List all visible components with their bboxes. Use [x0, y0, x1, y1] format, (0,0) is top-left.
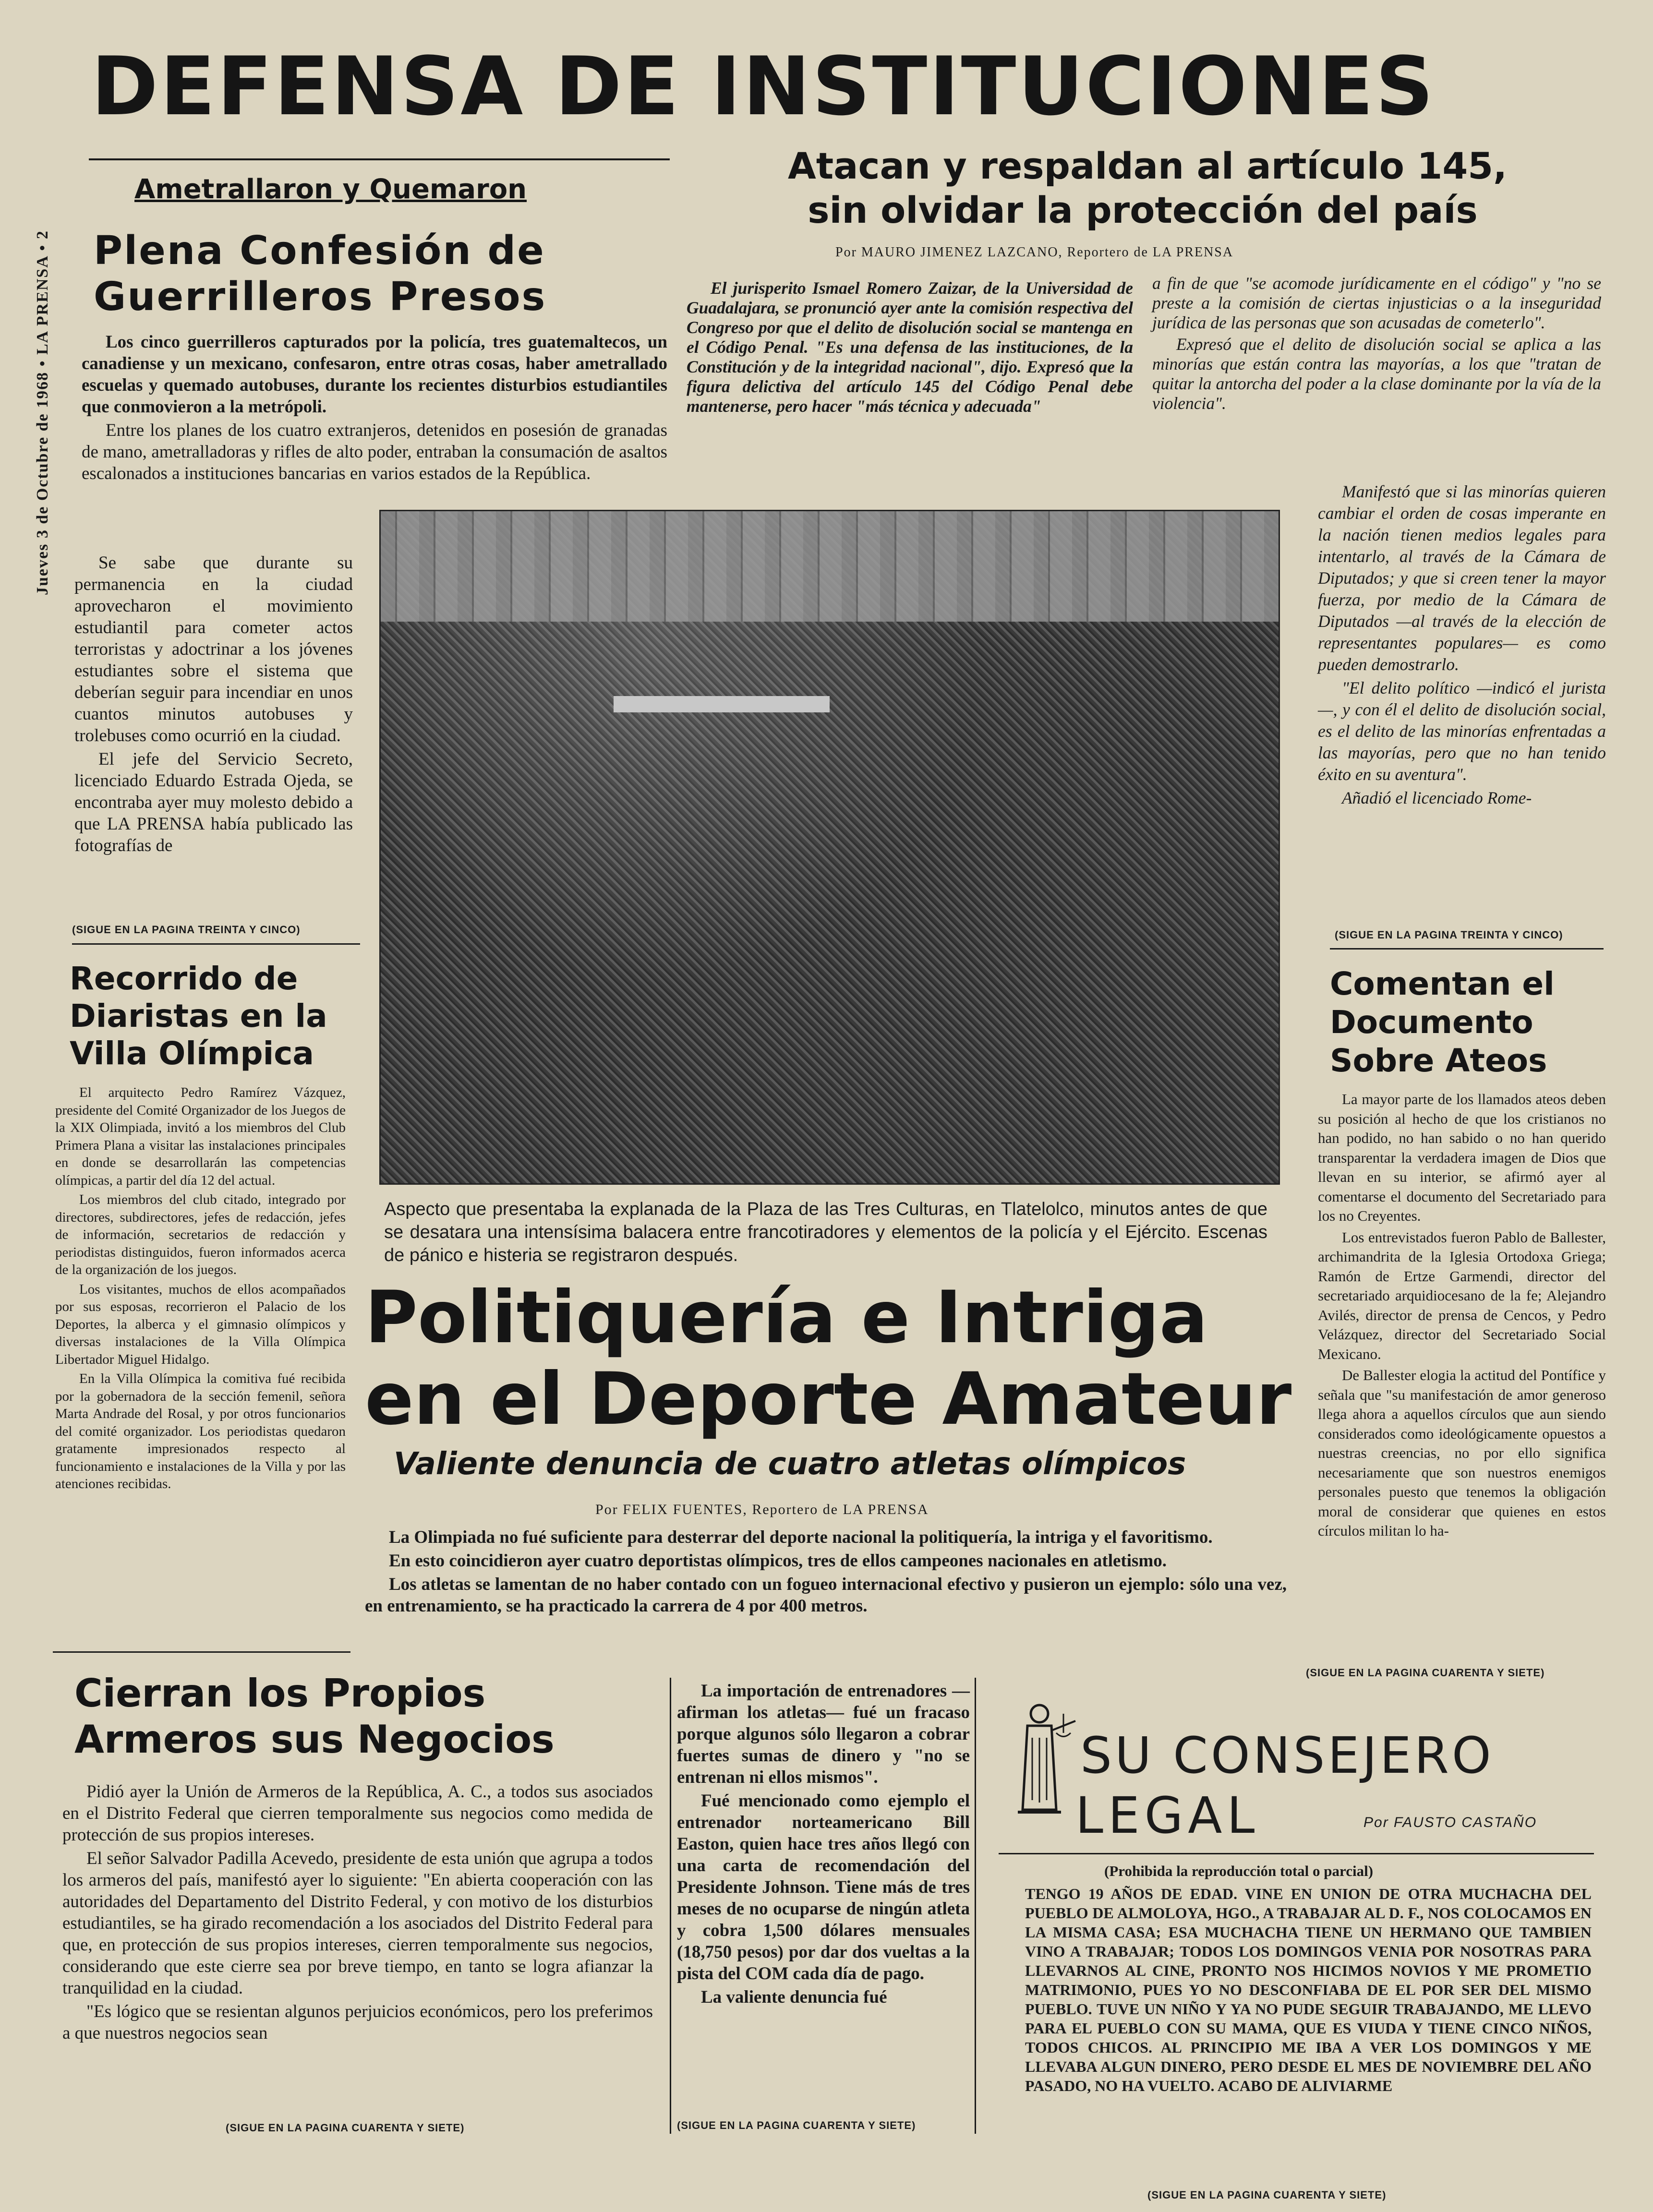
paragraph: El jurisperito Ismael Romero Zaizar, de la Universidad de Guadalajara, se pronunció ayer ante la comisión respectiva del Congreso por que el delito de disolución social se mantenga en el Código Penal. "Es una defensa de las instituciones, de la Constitución y de la integridad nacional", dijo. Expresó que la figura delictiva del artículo 145 del Código Penal debe mantenerse, pero hacer "más técnica y adecuada"	[687, 278, 1133, 416]
crowd-photo	[379, 510, 1280, 1185]
paragraph: Los visitantes, muchos de ellos acompañados por sus esposas, recorrieron el Palacio de los Deportes, la alberca y el gimnasio olímpicos y diversas instalaciones de la Villa Olímpica Libertador Miguel Hidalgo.	[55, 1281, 346, 1367]
paragraph: Los miembros del club citado, integrado por directores, subdirectores, jefes de redacción, jefes de información, secretarios de redacción y periodistas distinguidos, fueron informados acerca de la organización de los juegos.	[55, 1192, 346, 1277]
article-body	[677, 1680, 970, 2010]
column-title: SU CONSEJERO	[1080, 1726, 1494, 1785]
paragraph: Expresó que el delito de disolución social se aplica a las minorías que están contra las mayorías, a los que "tratan de quitar la antorcha del poder a la clase dominante por la vía de la violencia".	[1152, 335, 1601, 413]
article-body	[55, 1084, 346, 1495]
building-facade	[381, 511, 1279, 622]
article-body	[62, 1781, 653, 2046]
paragraph: Los atletas se lamentan de no haber contado con un fogueo internacional efectivo y pusieron un ejemplo: sólo una vez, en entrenamiento, se ha practicado la carrera de 4 por 400 metros.	[365, 1575, 1287, 1616]
main-headline: DEFENSA DE INSTITUCIONES	[91, 39, 1436, 133]
divider	[89, 158, 670, 160]
divider	[53, 1651, 350, 1653]
article-headline: Comentan el Documento Sobre Ateos	[1330, 965, 1555, 1079]
side-date: Jueves 3 de Octubre de 1968 • LA PRENSA • 2	[34, 230, 51, 595]
article-headline: Politiquería e Intriga	[365, 1276, 1208, 1359]
paragraph: a fin de que "se acomode jurídicamente en el código" y "no se preste a la comisión de ciertas injusticias o a la inseguridad jurídica de las personas que son acusadas de cometerlo".	[1152, 274, 1601, 332]
paragraph: La valiente denuncia fué	[701, 1987, 887, 2007]
article-subhead: Valiente denuncia de cuatro atletas olímpicos	[394, 1446, 1186, 1482]
paragraph: "El delito político —indicó el jurista—, y con él el delito de disolución social, es el delito de las minorías enfrentadas a las mayorías, pero que no han tenido éxito en su aventura".	[1318, 678, 1606, 784]
paragraph: Fué mencionado como ejemplo el entrenador norteamericano Bill Easton, quien hace tres años llegó con una carta de recomendación del Presidente Johnson. Tiene más de tres meses de no ocuparse de ningún atleta y cobra 1,500 dólares mensuales (18,750 pesos) por dar dos vueltas a la pista del COM cada día de pago.	[677, 1791, 970, 1984]
paragraph: Añadió el licenciado Rome-	[1342, 788, 1532, 807]
continued-note: (SIGUE EN LA PAGINA CUARENTA Y SIETE)	[1306, 1667, 1545, 1679]
byline: Por FELIX FUENTES, Reportero de LA PRENSA	[595, 1502, 929, 1517]
article-body	[1152, 274, 1601, 415]
paragraph: Pidió ayer la Unión de Armeros de la República, A. C., a todos sus asociados en el Distrito Federal que cierren temporalmente sus negocios como medida de protección de sus propios intereses.	[62, 1782, 653, 1845]
paragraph: Entre los planes de los cuatro extranjeros, detenidos en posesión de granadas de mano, ametralladoras y rifles de alto poder, entraban la consumación de asaltos escalonados a instituciones bancarias en varios estados de la República.	[82, 421, 667, 483]
divider	[975, 1678, 976, 2134]
protest-banner	[614, 696, 830, 712]
continued-note: (SIGUE EN LA PAGINA TREINTA Y CINCO)	[1335, 929, 1563, 941]
article-kicker: Ametrallaron y Quemaron	[134, 174, 527, 205]
article-body	[74, 552, 353, 858]
paragraph: Se sabe que durante su permanencia en la ciudad aprovecharon el movimiento estudiantil para cometer actos terroristas y adoctrinar a los jóvenes estudiantes sobre el sistema que deberían seguir para incendiar en unos cuantos minutos autobuses y trolebuses como ocurrió en la ciudad.	[74, 553, 353, 745]
article-body	[365, 1527, 1287, 1619]
paragraph: El señor Salvador Padilla Acevedo, presidente de esta unión que agrupa a todos los armeros del país, manifestó ayer lo siguiente: "En abierta cooperación con las autoridades del Departamento del Distrito Federal, y con motivo de los disturbios estudiantiles, se ha girado recomendación a los asociados del Distrito Federal para que, en protección de sus propios intereses, cierren temporalmente sus negocios, considerando que este cierre sea por breve tiempo, en tanto se logra afianzar la tranquilidad en la ciudad.	[62, 1849, 653, 1998]
continued-note: (SIGUE EN LA PAGINA CUARENTA Y SIETE)	[226, 2122, 465, 2134]
paragraph: En esto coincidieron ayer cuatro deportistas olímpicos, tres de ellos campeones nacionales en atletismo.	[389, 1551, 1167, 1571]
paragraph: El jefe del Servicio Secreto, licenciado Eduardo Estrada Ojeda, se encontraba ayer muy molesto debido a que LA PRENSA había publicado las fotografías de	[74, 749, 353, 855]
paragraph: "Es lógico que se resientan algunos perjuicios económicos, pero los preferimos a que nuestros negocios sean	[62, 2002, 653, 2043]
article-headline: sin olvidar la protección del país	[808, 189, 1478, 231]
column-title: LEGAL	[1075, 1786, 1260, 1845]
column-author: Por FAUSTO CASTAÑO	[1363, 1815, 1537, 1830]
divider	[72, 943, 360, 945]
article-headline: Recorrido de Diaristas en la Villa Olímpica	[70, 960, 327, 1072]
paragraph: La mayor parte de los llamados ateos deben su posición al hecho de que los cristianos no han podido, no han sabido o no han querido transparentar la verdadera imagen de Dios que llevan en su interior, se afirmó ayer al comentarse el documento del Secretariado para los no Creyentes.	[1318, 1091, 1606, 1224]
article-body	[1318, 481, 1606, 811]
paragraph: Los entrevistados fueron Pablo de Ballester, archimandrita de la Iglesia Ortodoxa Griega; Ramón de Ertze Garmendi, director del secretariado arquidiocesano de la fe; Alejandro Avilés, director de prensa de Cencos, y Pedro Velázquez, director del Secretariado Social Mexicano.	[1318, 1228, 1606, 1362]
continued-note: (SIGUE EN LA PAGINA CUARENTA Y SIETE)	[677, 2119, 916, 2131]
paragraph: En la Villa Olímpica la comitiva fué recibida por la gobernadora de la sección femenil, señora Marta Andrade del Rosal, y por otros funcionarios del comité organizador. Los periodistas quedaron gratamente impresionados respecto al funcionamiento e instalaciones de la Villa y por las atenciones recibidas.	[55, 1371, 346, 1491]
article-headline: Cierran los Propios Armeros sus Negocios	[74, 1671, 555, 1762]
continued-note: (SIGUE EN LA PAGINA TREINTA Y CINCO)	[72, 924, 301, 936]
paragraph: Manifestó que si las minorías quieren cambiar el orden de cosas imperante en la nación tienen medios legales para intentarlo, al través de la Cámara de Diputados; y que si creen tener la mayor fuerza, por medio de la Cámara de Diputados —al través de la elección de representantes populares— es como pueden demostrarlo.	[1318, 482, 1606, 674]
paragraph: La importación de entrenadores —afirman los atletas— fué un fracaso porque algunos sólo llegaron a cobrar fuertes sumas de dinero y "no se entrenan ni ellos mismos".	[677, 1681, 970, 1787]
column-body: TENGO 19 AÑOS DE EDAD. VINE EN UNION DE OTRA MUCHACHA DEL PUEBLO DE ALMOLOYA, HGO., A TRABAJAR AL D. F., NOS COLOCAMOS EN LA MISMA CASA; ESA MUCHACHA TIENE UN HERMANO QUE TAMBIEN VINO A TRABAJAR; TODOS LOS DOMINGOS VENIA POR NOSOTRAS PARA LLEVARNOS AL CINE, PRONTO NOS HICIMOS NOVIOS Y ME PROMETIO MATRIMONIO, PUES YO NO DESCONFIABA DE EL POR SER DEL MISMO PUEBLO. TUVE UN NIÑO Y YA NO PUDE SEGUIR TRABAJANDO, ME LLEVO PARA EL PUEBLO CON SU MAMA, QUE ES VIUDA Y TIENE CINCO NIÑOS, TODOS CHICOS. AL PRINCIPIO ME IBA A VER LOS DOMINGOS Y ME LLEVABA ALGUN DINERO, PERO DESDE EL MES DE NOVIEMBRE DEL AÑO PASADO, NO HA VUELTO. ACABO DE ALIVIARME	[1025, 1885, 1592, 2094]
article-body	[82, 331, 667, 486]
photo-caption: Aspecto que presentaba la explanada de la Plaza de las Tres Culturas, en Tlatelolco, minutos antes de que se desatara una intensísima balacera entre francotiradores y elementos de la policía y el Ejército. Escenas de pánico e histeria se registraron después.	[384, 1199, 1267, 1265]
article-headline: Atacan y respaldan al artículo 145,	[788, 144, 1507, 187]
article-headline: Plena Confesión de Guerrilleros Presos	[94, 228, 547, 320]
paragraph: Los cinco guerrilleros capturados por la policía, tres guatemaltecos, un canadiense y un mexicano, confesaron, entre otras cosas, haber ametrallado escuelas y quemado autobuses, durante los recientes disturbios estudiantiles que conmovieron a la metrópoli.	[82, 332, 667, 417]
justice-statue-icon	[999, 1699, 1080, 1819]
paragraph: El arquitecto Pedro Ramírez Vázquez, presidente del Comité Organizador de los Juegos de la XIX Olimpiada, invitó a los miembros del Club Primera Plana a visitar las instalaciones principales en donde se desarrollarán las competencias olímpicas, a partir del día 12 del actual.	[55, 1085, 346, 1188]
article-body	[687, 278, 1133, 418]
divider	[1330, 948, 1604, 950]
continued-note: (SIGUE EN LA PAGINA CUARENTA Y SIETE)	[1147, 2189, 1387, 2201]
byline: Por MAURO JIMENEZ LAZCANO, Reportero de LA PRENSA	[835, 245, 1234, 260]
article-headline: en el Deporte Amateur	[365, 1358, 1292, 1441]
reproduction-notice: (Prohibida la reproducción total o parcial)	[1104, 1863, 1374, 1879]
divider	[670, 1678, 671, 2134]
article-body	[1318, 1090, 1606, 1543]
divider	[999, 1853, 1594, 1854]
paragraph: La Olimpiada no fué suficiente para desterrar del deporte nacional la politiquería, la intriga y el favoritismo.	[389, 1527, 1213, 1547]
paragraph: De Ballester elogia la actitud del Pontífice y señala que "su manifestación de amor generoso llega ahora a aquellos círculos que aun siendo considerados como ideológicamente opuestos a nuestras creencias, no por ello significa necesariamente que son nuestros enemigos personales puesto que tenemos la obligación moral de considerar que quienes en estos círculos militan lo ha-	[1318, 1367, 1606, 1539]
